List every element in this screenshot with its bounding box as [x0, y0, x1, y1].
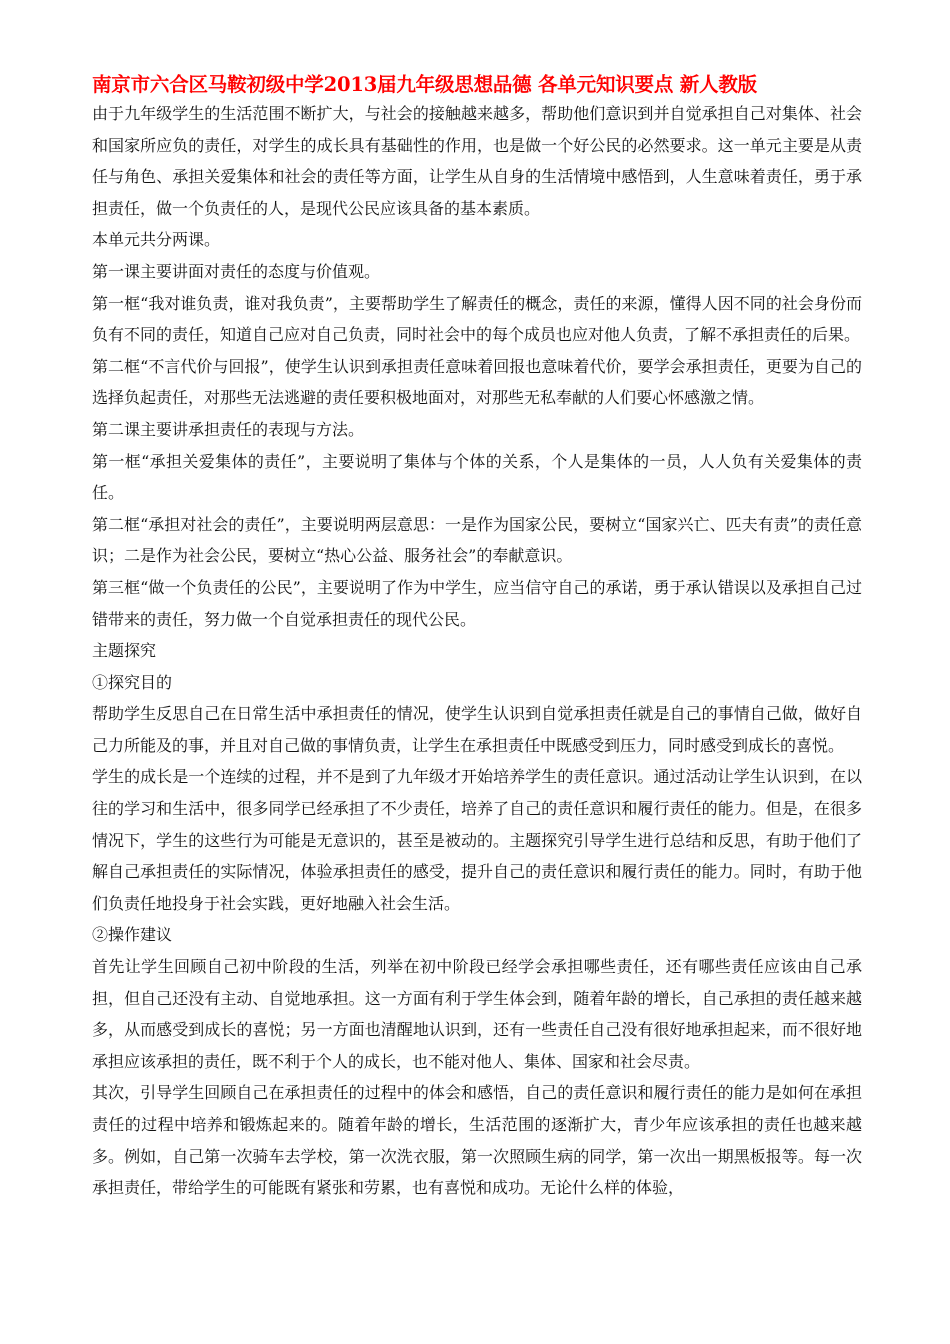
- paragraph-lesson-two-frame-two: 第二框“承担对社会的责任”，主要说明两层意思：一是作为国家公民，要树立“国家兴亡、匹夫有责”的责任意识；二是作为社会公民，要树立“热心公益、服务社会”的奉献意识。: [92, 514, 862, 566]
- paragraph-lesson-two: 第二课主要讲承担责任的表现与方法。: [92, 419, 365, 439]
- subheading-operation-suggestions: ②操作建议: [92, 925, 173, 945]
- paragraph-lesson-two-frame-one: 第一框“承担关爱集体的责任”，主要说明了集体与个体的关系，个人是集体的一员，人人负有关爱集体的责任。: [92, 451, 862, 503]
- paragraph-lesson-one-frame-two: 第二框“不言代价与回报”，使学生认识到承担责任意味着回报也意味着代价，要学会承担责任，更要为自己的选择负起责任，对那些无法逃避的责任要积极地面对，对那些无私奉献的人们要心怀感激之情。: [92, 356, 862, 408]
- paragraph-operation-second: 其次，引导学生回顾自己在承担责任的过程中的体会和感悟，自己的责任意识和履行责任的能力是如何在承担责任的过程中培养和锻炼起来的。随着年龄的增长，生活范围的逐渐扩大，青少年应该承担的责任也越来越多。例如，自己第一次骑车去学校，第一次洗衣服，第一次照顾生病的同学，第一次出一期黑板报等。每一次承担责任，带给学生的可能既有紧张和劳累，也有喜悦和成功。无论什么样的体验，: [92, 1083, 862, 1198]
- paragraph-lesson-one-frame-one: 第一框“我对谁负责，谁对我负责”，主要帮助学生了解责任的概念，责任的来源，懂得人因不同的社会身份而负有不同的责任，知道自己应对自己负责，同时社会中的每个成员也应对他人负责，了解不承担责任的后果。: [92, 293, 862, 345]
- document-page: [92, 72, 862, 1204]
- document-body: [92, 98, 862, 1204]
- paragraph-lesson-two-frame-three: 第三框“做一个负责任的公民”，主要说明了作为中学生，应当信守自己的承诺，勇于承认错误以及承担自己过错带来的责任，努力做一个自觉承担责任的现代公民。: [92, 577, 862, 629]
- paragraph-unit-intro: 由于九年级学生的生活范围不断扩大，与社会的接触越来越多，帮助他们意识到并自觉承担自己对集体、社会和国家所应负的责任，对学生的成长具有基础性的作用，也是做一个好公民的必然要求。这一单元主要是从责任与角色、承担关爱集体和社会的责任等方面，让学生从自身的生活情境中感悟到，人生意味着责任，勇于承担责任，做一个负责任的人，是现代公民应该具备的基本素质。: [92, 104, 862, 218]
- paragraph-inquiry-purpose-two: 学生的成长是一个连续的过程，并不是到了九年级才开始培养学生的责任意识。通过活动让学生认识到，在以往的学习和生活中，很多同学已经承担了不少责任，培养了自己的责任意识和履行责任的能力。但是，在很多情况下，学生的这些行为可能是无意识的，甚至是被动的。主题探究引导学生进行总结和反思，有助于他们了解自己承担责任的实际情况，体验承担责任的感受，提升自己的责任意识和履行责任的能力。同时，有助于他们负责任地投身于社会实践，更好地融入社会生活。: [92, 767, 862, 913]
- paragraph-operation-first: 首先让学生回顾自己初中阶段的生活，列举在初中阶段已经学会承担哪些责任，还有哪些责任应该由自己承担，但自己还没有主动、自觉地承担。这一方面有利于学生体会到，随着年龄的增长，自己承担的责任越来越多，从而感受到成长的喜悦；另一方面也清醒地认识到，还有一些责任自己没有很好地承担起来，而不很好地承担应该承担的责任，既不利于个人的成长，也不能对他人、集体、国家和社会尽责。: [92, 957, 862, 1071]
- paragraph-unit-lessons: 本单元共分两课。: [92, 230, 221, 250]
- subheading-inquiry-purpose: ①探究目的: [92, 672, 173, 692]
- document-title: 南京市六合区马鞍初级中学2013届九年级思想品德 各单元知识要点 新人教版: [92, 73, 757, 96]
- section-heading-theme-inquiry: 主题探究: [92, 641, 157, 661]
- paragraph-lesson-one: 第一课主要讲面对责任的态度与价值观。: [92, 261, 381, 281]
- paragraph-inquiry-purpose-one: 帮助学生反思自己在日常生活中承担责任的情况，使学生认识到自觉承担责任就是自己的事情自己做，做好自己力所能及的事，并且对自己做的事情负责，让学生在承担责任中既感受到压力，同时感受到成长的喜悦。: [92, 704, 862, 755]
